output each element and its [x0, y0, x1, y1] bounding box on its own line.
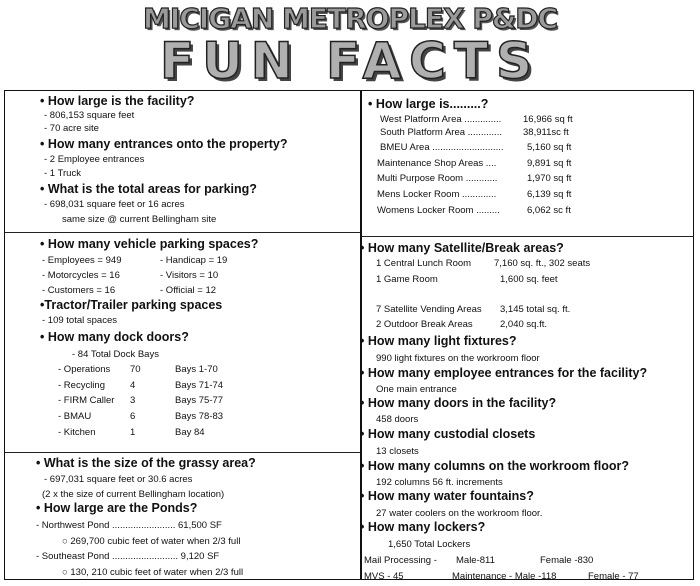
- question: • How many doors in the facility?: [360, 396, 557, 410]
- answer: 1,650 Total Lockers: [388, 539, 471, 550]
- question: • How many entrances onto the property?: [40, 137, 288, 151]
- dock-row-bays: Bays 1-70: [175, 364, 218, 375]
- question-text: Tractor/Trailer parking spaces: [44, 298, 223, 312]
- question: • How large is the facility?: [40, 94, 195, 108]
- answer: 990 light fixtures on the workroom floor: [376, 353, 540, 364]
- answer: 1 Game Room: [376, 274, 438, 285]
- question: •Tractor/Trailer parking spaces: [40, 298, 223, 312]
- answer: - 109 total spaces: [42, 315, 117, 326]
- answer: ○ 130, 210 cubic feet of water when 2/3 full: [62, 567, 244, 578]
- area-name: Maintenance Shop Areas ....: [377, 158, 497, 169]
- area-name: Womens Locker Room .........: [377, 205, 500, 216]
- area-name: Multi Purpose Room ............: [377, 173, 498, 184]
- answer: - 84 Total Dock Bays: [72, 349, 159, 360]
- dock-row-name: - Recycling: [58, 380, 105, 391]
- area-name: West Platform Area ..............: [380, 114, 502, 125]
- answer: - Motorcycles = 16: [42, 270, 120, 281]
- answer: - Official = 12: [160, 285, 217, 296]
- answer: Female -830: [540, 555, 594, 566]
- dock-row-name: - FIRM Caller: [58, 395, 115, 406]
- dock-row-name: - Kitchen: [58, 427, 96, 438]
- question-text: How many Satellite/Break areas?: [367, 241, 564, 255]
- answer: - 70 acre site: [44, 123, 99, 134]
- question-text: How large is the facility?: [47, 94, 195, 108]
- dock-row-bays: Bays 75-77: [175, 395, 224, 406]
- question: • How many water fountains?: [360, 489, 534, 503]
- answer: - Employees = 949: [42, 255, 122, 266]
- question: • How many custodial closets: [360, 427, 536, 441]
- divider: [361, 236, 694, 237]
- question: • How many light fixtures?: [360, 334, 517, 348]
- answer: One main entrance: [376, 384, 457, 395]
- question-text: How many custodial closets: [367, 427, 536, 441]
- answer: - 1 Truck: [44, 168, 81, 179]
- area-name: South Platform Area .............: [380, 127, 502, 138]
- dock-row-count: 6: [130, 411, 136, 422]
- answer: 1,600 sq. feet: [500, 274, 558, 285]
- dock-row-count: 3: [130, 395, 136, 406]
- question: • How many dock doors?: [40, 330, 189, 344]
- question: • How many lockers?: [360, 520, 486, 534]
- question: • How many columns on the workroom floor?: [360, 459, 629, 473]
- answer: MVS - 45: [364, 571, 404, 582]
- answer: 2 Outdoor Break Areas: [376, 319, 473, 330]
- area-value: 5,160 sq ft: [527, 142, 572, 153]
- area-value: 1,970 sq ft: [527, 173, 572, 184]
- question: • How large are the Ponds?: [36, 501, 198, 515]
- answer: Maintenance - Male -118: [452, 571, 557, 582]
- divider: [5, 232, 360, 233]
- question: • What is the size of the grassy area?: [36, 456, 256, 470]
- answer: - 697,031 square feet or 30.6 acres: [44, 474, 193, 485]
- area-value: 6,062 sc ft: [527, 205, 571, 216]
- answer: (2 x the size of current Bellingham location): [42, 489, 225, 500]
- question-text: How many lockers?: [367, 520, 486, 534]
- answer: 3,145 total sq. ft.: [500, 304, 571, 315]
- question-text: How large is.........?: [375, 97, 489, 111]
- question-text: How many employee entrances for the facility?: [367, 366, 648, 380]
- answer: - 698,031 square feet or 16 acres: [44, 199, 185, 210]
- question-text: How many doors in the facility?: [367, 396, 557, 410]
- question: • How many employee entrances for the facility?: [360, 366, 648, 380]
- dock-row-count: 4: [130, 380, 136, 391]
- answer: - 806,153 square feet: [44, 110, 135, 121]
- dock-row-name: - BMAU: [58, 411, 92, 422]
- answer: 2,040 sq.ft.: [500, 319, 548, 330]
- question: • How many Satellite/Break areas?: [360, 241, 564, 255]
- answer: 7 Satellite Vending Areas: [376, 304, 482, 315]
- answer: - Handicap = 19: [160, 255, 228, 266]
- dock-row-bays: Bay 84: [175, 427, 205, 438]
- answer: same size @ current Bellingham site: [62, 214, 217, 225]
- answer: - Northwest Pond ........................ 61,500 SF: [36, 520, 222, 531]
- question-text: How many entrances onto the property?: [47, 137, 288, 151]
- fun-facts-title: FUN FACTS: [160, 32, 540, 90]
- question-text: How many vehicle parking spaces?: [47, 237, 259, 251]
- dock-row-count: 1: [130, 427, 136, 438]
- question-text: How many water fountains?: [367, 489, 534, 503]
- question-text: How many light fixtures?: [367, 334, 517, 348]
- facility-title: MICIGAN METROPLEX P&DC: [142, 2, 558, 35]
- answer: Mail Processing -: [364, 555, 437, 566]
- answer: 27 water coolers on the workroom floor.: [376, 508, 543, 519]
- answer: Male-811: [456, 555, 495, 566]
- dock-row-bays: Bays 71-74: [175, 380, 224, 391]
- area-value: 38,911sc ft: [523, 127, 569, 138]
- answer: - 2 Employee entrances: [44, 154, 145, 165]
- answer: ○ 269,700 cubic feet of water when 2/3 full: [62, 536, 241, 547]
- divider: [5, 452, 360, 453]
- answer: - Southeast Pond ......................... 9,120 SF: [36, 551, 220, 562]
- area-name: BMEU Area ...........................: [380, 142, 504, 153]
- question: • What is the total areas for parking?: [40, 182, 257, 196]
- question: • How large is.........?: [368, 97, 489, 111]
- answer: 458 doors: [376, 414, 419, 425]
- question-text: How many dock doors?: [47, 330, 189, 344]
- area-name: Mens Locker Room .............: [377, 189, 497, 200]
- dock-row-count: 70: [130, 364, 141, 375]
- answer: Female - 77: [588, 571, 639, 582]
- question-text: How large are the Ponds?: [43, 501, 198, 515]
- answer: 192 columns 56 ft. increments: [376, 477, 503, 488]
- answer: - Customers = 16: [42, 285, 116, 296]
- answer: - Visitors = 10: [160, 270, 219, 281]
- header-banner: [0, 0, 700, 88]
- question: • How many vehicle parking spaces?: [40, 237, 259, 251]
- answer: 1 Central Lunch Room: [376, 258, 472, 269]
- question-text: What is the total areas for parking?: [47, 182, 257, 196]
- dock-row-bays: Bays 78-83: [175, 411, 224, 422]
- question-text: What is the size of the grassy area?: [43, 456, 256, 470]
- area-value: 6,139 sq ft: [527, 189, 572, 200]
- answer: 7,160 sq. ft., 302 seats: [494, 258, 591, 269]
- area-value: 16,966 sq ft: [523, 114, 573, 125]
- answer: 13 closets: [376, 446, 419, 457]
- dock-row-name: - Operations: [58, 364, 111, 375]
- question-text: How many columns on the workroom floor?: [367, 459, 629, 473]
- area-value: 9,891 sq ft: [527, 158, 572, 169]
